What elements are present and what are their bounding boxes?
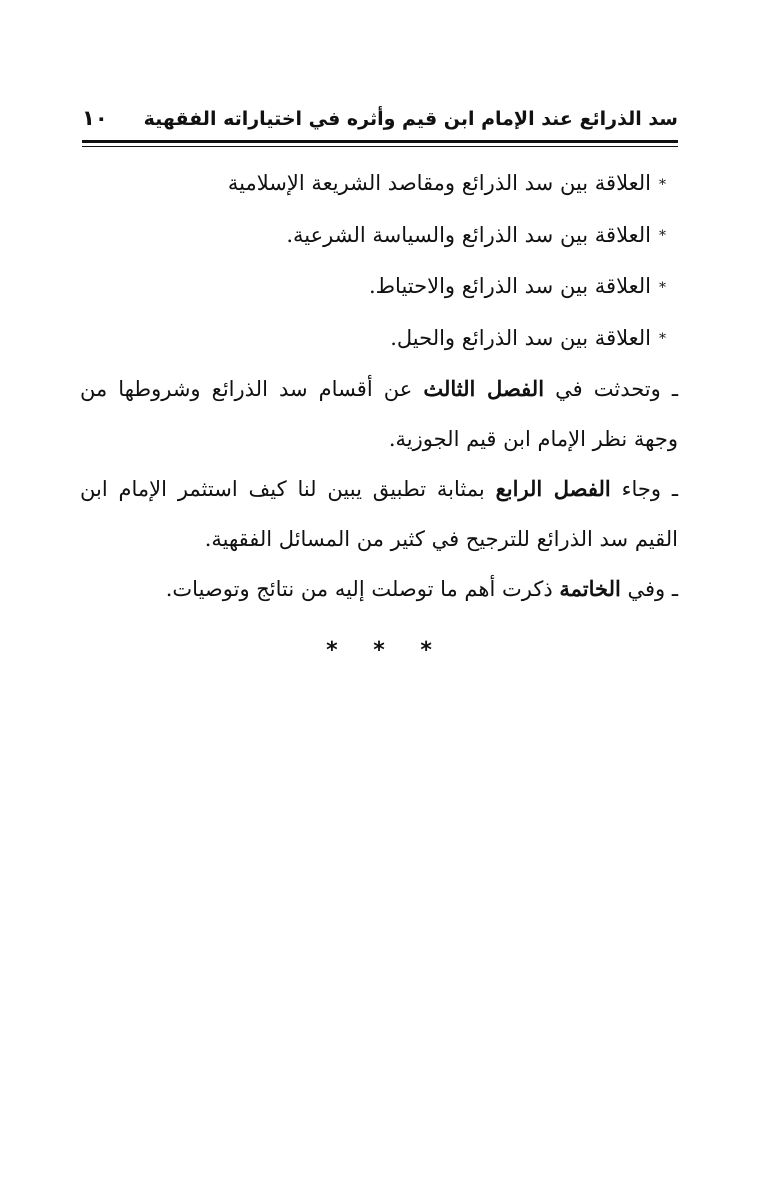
running-title: سد الذرائع عند الإمام ابن قيم وأثره في اختياراته الفقهية [143, 108, 678, 130]
bullet-text: العلاقة بين سد الذرائع ومقاصد الشريعة الإسلامية [227, 171, 651, 195]
page-number: ١٠ [82, 106, 108, 130]
chapter-four-label: الفصل الرابع [495, 476, 611, 501]
paragraph-chapter-three [80, 364, 678, 464]
bullet-item [80, 158, 678, 210]
bullet-text: العلاقة بين سد الذرائع والسياسة الشرعية. [286, 222, 651, 247]
header-rule-thin [82, 146, 678, 147]
bullet-item [80, 313, 678, 365]
header-rule-thick [82, 140, 678, 143]
bullet-item [80, 261, 678, 313]
paragraph-prefix: ـ وفي [620, 577, 678, 601]
bullet-text: العلاقة بين سد الذرائع والحيل. [390, 325, 651, 350]
paragraph-conclusion [80, 564, 678, 614]
paragraph-chapter-four [80, 464, 678, 564]
asterisk-bullet-icon: * [659, 331, 666, 347]
paragraph-prefix: ـ وجاء [610, 477, 678, 501]
asterisk-bullet-icon: * [659, 176, 666, 193]
conclusion-label: الخاتمة [559, 576, 621, 601]
section-separator: * * * [326, 638, 446, 663]
asterisk-bullet-icon: * [659, 279, 666, 296]
paragraph-suffix: ذكرت أهم ما توصلت إليه من نتائج وتوصيات. [165, 577, 560, 601]
bullet-item [80, 210, 678, 262]
paragraph-prefix: ـ وتحدثت في [544, 377, 678, 401]
asterisk-bullet-icon: * [659, 228, 666, 244]
bullet-text: العلاقة بين سد الذرائع والاحتياط. [368, 274, 651, 298]
page-body [80, 158, 678, 676]
paragraph-suffix: بمثابة تطبيق يبين لنا كيف استثمر الإمام ابن القيم سد الذرائع للترجيح في كثير من المسائل الفقهية. [80, 477, 678, 551]
paragraph-suffix: عن أقسام سد الذرائع وشروطها من وجهة نظر الإمام ابن قيم الجوزية. [80, 377, 678, 451]
chapter-three-label: الفصل الثالث [423, 376, 545, 401]
running-header [82, 102, 678, 142]
